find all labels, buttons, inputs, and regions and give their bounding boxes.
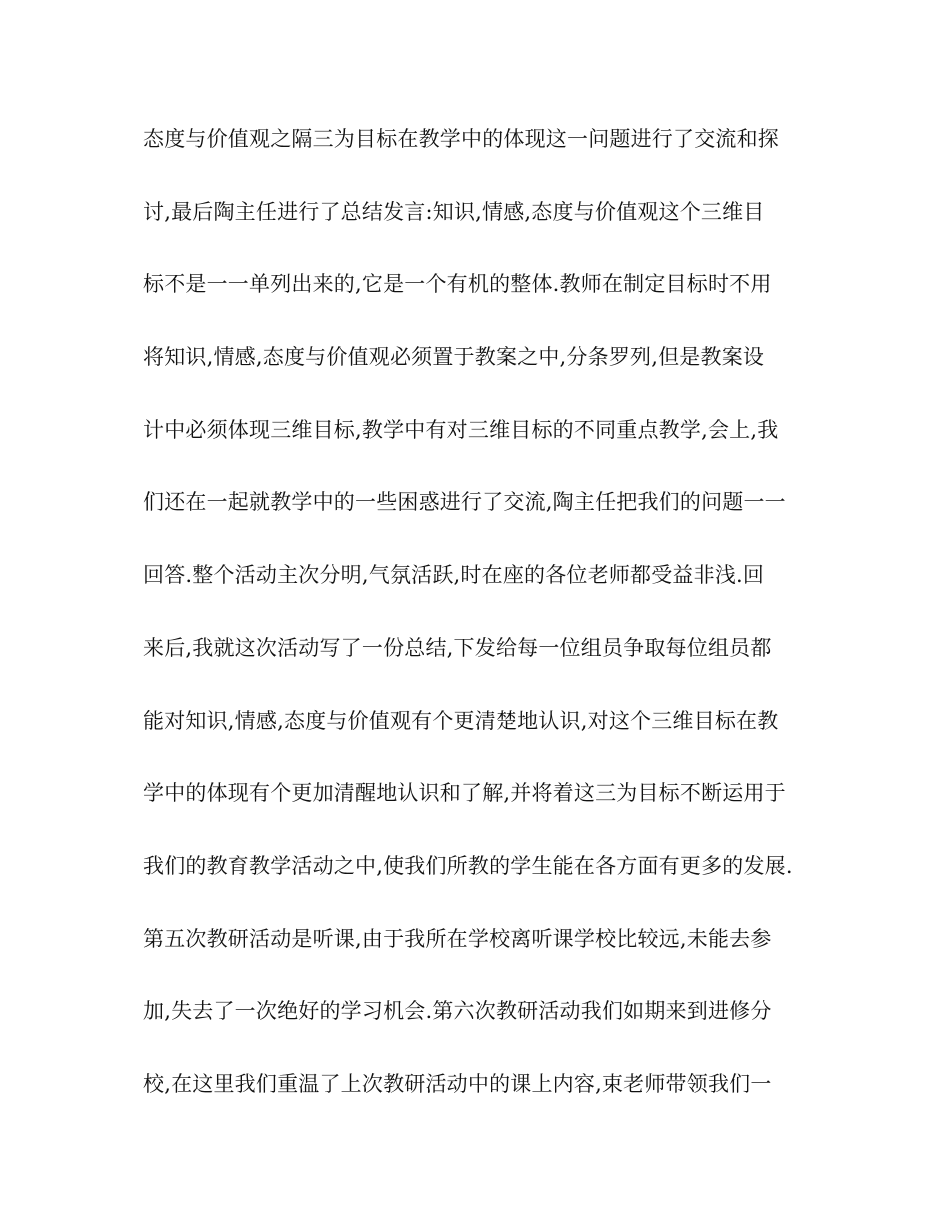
text-line: 校,在这里我们重温了上次教研活动中的课上内容,束老师带领我们一 — [143, 1071, 772, 1096]
text-line: 讨,最后陶主任进行了总结发言:知识,情感,态度与价值观这个三维目 — [143, 199, 765, 224]
text-line: 第五次教研活动是听课,由于我所在学校离听课学校比较远,未能去参 — [143, 926, 772, 951]
text-line: 将知识,情感,态度与价值观必须置于教案之中,分条罗列,但是教案设 — [143, 345, 765, 370]
text-line: 计中必须体现三维目标,教学中有对三维目标的不同重点教学,会上,我 — [143, 417, 779, 442]
text-line: 来后,我就这次活动写了一份总结,下发给每一位组员争取每位组员都 — [143, 635, 772, 660]
text-line: 们还在一起就教学中的一些困惑进行了交流,陶主任把我们的问题一一 — [143, 490, 786, 515]
text-line: 回答.整个活动主次分明,气氛活跃,时在座的各位老师都受益非浅.回 — [143, 563, 765, 588]
body-text — [143, 116, 823, 1134]
text-line: 能对知识,情感,态度与价值观有个更清楚地认识,对这个三维目标在教 — [143, 708, 779, 733]
text-line: 态度与价值观之隔三为目标在教学中的体现这一问题进行了交流和探 — [143, 127, 779, 151]
text-line: 我们的教育教学活动之中,使我们所教的学生能在各方面有更多的发展. — [143, 853, 793, 878]
text-line: 加,失去了一次绝好的学习机会.第六次教研活动我们如期来到进修分 — [143, 999, 772, 1024]
text-line: 标不是一一单列出来的,它是一个有机的整体.教师在制定目标时不用 — [143, 272, 772, 297]
text-line: 学中的体现有个更加清醒地认识和了解,并将着这三为目标不断运用于 — [143, 781, 786, 806]
